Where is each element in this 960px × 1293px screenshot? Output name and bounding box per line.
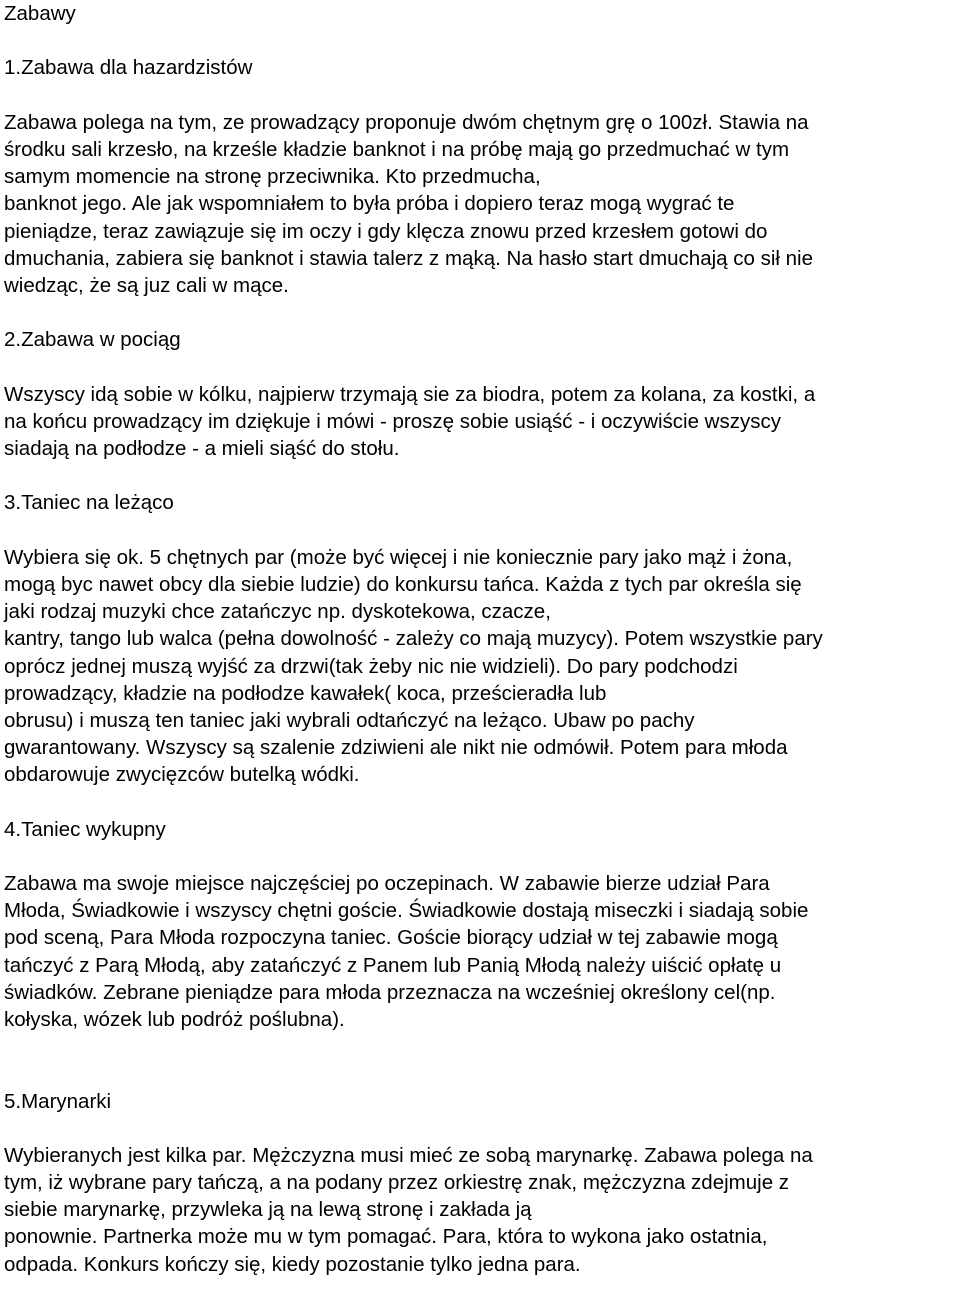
document-title: Zabawy xyxy=(4,2,76,25)
body-line: Zabawa ma swoje miejsce najczęściej po oczepinach. W zabawie bierze udział Para xyxy=(4,872,770,895)
document-page xyxy=(4,0,954,1278)
body-line: siadają na podłodze - a mieli siąść do stołu. xyxy=(4,437,400,460)
section-body-5 xyxy=(4,1142,954,1278)
body-line: Wybieranych jest kilka par. Mężczyzna musi mieć ze sobą marynarkę. Zabawa polega na xyxy=(4,1143,813,1167)
section-heading-1: 1.Zabawa dla hazardzistów xyxy=(4,56,253,80)
body-line: środku sali krzesło, na krześle kładzie banknot i na próbę mają go przedmuchać w tym xyxy=(4,137,790,161)
body-line: pod sceną, Para Młoda rozpoczyna taniec. Goście biorący udział w tej zabawie mogą xyxy=(4,926,778,950)
body-line: pieniądze, teraz zawiązuje się im oczy i gdy klęcza znowu przed krzesłem gotowi do xyxy=(4,219,768,243)
body-line: obrusu) i muszą ten taniec jaki wybrali odtańczyć na leżąco. Ubaw po pachy xyxy=(4,708,695,732)
body-line: mogą byc nawet obcy dla siebie ludzie) do konkursu tańca. Każda z tych par określa się xyxy=(4,572,802,596)
body-line: dmuchania, zabiera się banknot i stawia talerz z mąką. Na hasło start dmuchają co sił nie xyxy=(4,246,814,270)
body-line: tym, iż wybrane pary tańczą, a na podany przez orkiestrę znak, mężczyzna zdejmuje z xyxy=(4,1171,790,1195)
section-body-2 xyxy=(4,381,954,463)
section-body-4 xyxy=(4,870,954,1033)
section-body-3 xyxy=(4,544,954,789)
body-line: siebie marynarkę, przywleka ją na lewą stronę i zakłada ją xyxy=(4,1198,532,1222)
body-line: kantry, tango lub walca (pełna dowolność - zależy co mają muzycy). Potem wszystkie pary xyxy=(4,627,823,651)
body-line: Wybiera się ok. 5 chętnych par (może być więcej i nie koniecznie pary jako mąż i żona, xyxy=(4,545,793,569)
body-line: Wszyscy idą sobie w kólku, najpierw trzymają sie za biodra, potem za kolana, za kostki, a xyxy=(4,382,816,406)
body-line: samym momencie na stronę przeciwnika. Kto przedmucha, xyxy=(4,165,541,189)
body-line: odpada. Konkurs kończy się, kiedy pozostanie tylko jedna para. xyxy=(4,1252,581,1276)
section-body-1 xyxy=(4,109,954,299)
body-line: tańczyć z Parą Młodą, aby zatańczyć z Panem lub Panią Młodą należy uiścić opłatę u xyxy=(4,953,782,977)
body-line: gwarantowany. Wszyscy są szalenie zdziwieni ale nikt nie odmówił. Potem para młoda xyxy=(4,736,788,760)
body-line: banknot jego. Ale jak wspomniałem to była próba i dopiero teraz mogą wygrać te xyxy=(4,192,735,216)
body-line: jaki rodzaj muzyki chce zatańczyc np. dyskotekowa, czacze, xyxy=(4,600,551,624)
body-line: ponownie. Partnerka może mu w tym pomagać. Para, która to wykona jako ostatnia, xyxy=(4,1225,768,1249)
section-heading-4: 4.Taniec wykupny xyxy=(4,817,166,841)
body-line: obdarowuje zwycięzców butelką wódki. xyxy=(4,763,360,787)
body-line: wiedząc, że są juz cali w mące. xyxy=(4,273,289,297)
body-line: na końcu prowadzący im dziękuje i mówi - proszę sobie usiąść - i oczywiście wszyscy xyxy=(4,409,781,433)
section-heading-3: 3.Taniec na leżąco xyxy=(4,491,174,515)
body-line: Zabawa polega na tym, ze prowadzący proponuje dwóm chętnym grę o 100zł. Stawia na xyxy=(4,110,809,134)
section-heading-5: 5.Marynarki xyxy=(4,1089,112,1113)
body-line: Młoda, Świadkowie i wszyscy chętni goście. Świadkowie dostają miseczki i siadają sobie xyxy=(4,899,809,923)
body-line: kołyska, wózek lub podróż poślubna). xyxy=(4,1007,345,1031)
body-line: prowadzący, kładzie na podłodze kawałek( koca, prześcieradła lub xyxy=(4,681,607,705)
body-line: świadków. Zebrane pieniądze para młoda przeznacza na wcześniej określony cel(np. xyxy=(4,980,776,1004)
body-line: oprócz jednej muszą wyjść za drzwi(tak żeby nic nie widzieli). Do pary podchodzi xyxy=(4,654,738,678)
section-heading-2: 2.Zabawa w pociąg xyxy=(4,328,181,352)
